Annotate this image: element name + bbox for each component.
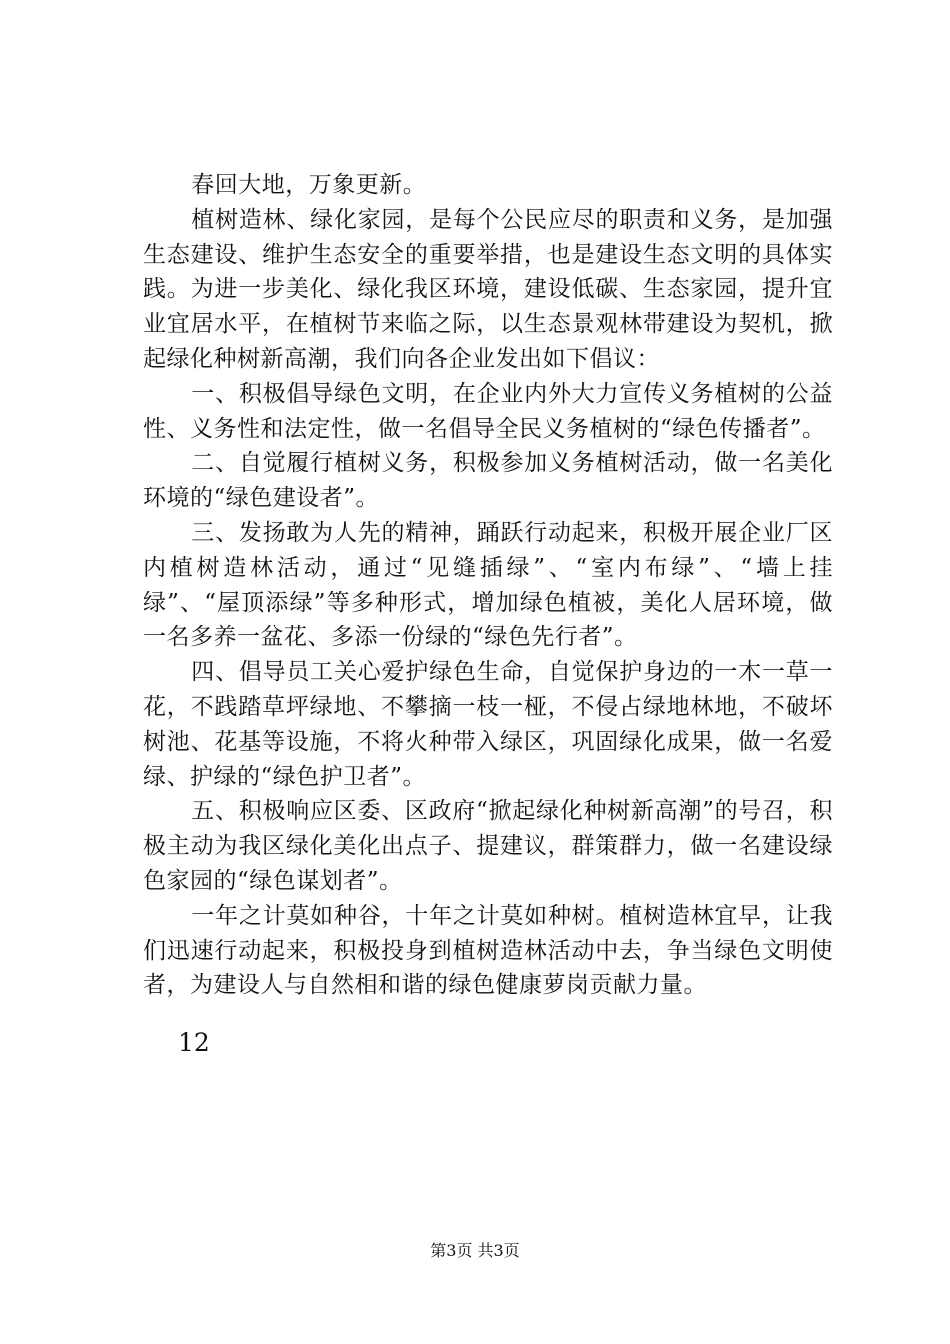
paragraph-5: 三、发扬敢为人先的精神，踊跃行动起来，积极开展企业厂区内植树造林活动，通过“见缝插绿”、“室内布绿”、“墙上挂绿”、“屋顶添绿”等多种形式，增加绿色植被，美化人居环境，做一名多养一盆花、多添一份绿的“绿色先行者”。 [143,519,833,651]
paragraph-1: 春回大地，万象更新。 [191,172,427,198]
trailing-number: 12 [178,1028,210,1057]
page-footer: 第3页 共3页 [430,1241,520,1260]
paragraph-3: 一、积极倡导绿色文明，在企业内外大力宣传义务植树的公益性、义务性和法定性，做一名倡导全民义务植树的“绿色传播者”。 [143,380,833,442]
paragraph-8: 一年之计莫如种谷，十年之计莫如种树。植树造林宜早，让我们迅速行动起来，积极投身到植树造林活动中去，争当绿色文明使者，为建设人与自然相和谐的绿色健康萝岗贡献力量。 [143,902,833,999]
document-body [143,168,833,1003]
paragraph-6: 四、倡导员工关心爱护绿色生命，自觉保护身边的一木一草一花，不践踏草坪绿地、不攀摘一枝一桠，不侵占绿地林地，不破坏树池、花基等设施，不将火种带入绿区，巩固绿化成果，做一名爱绿、护绿的“绿色护卫者”。 [143,659,833,790]
paragraph-7: 五、积极响应区委、区政府“掀起绿化种树新高潮”的号召，积极主动为我区绿化美化出点子、提建议，群策群力，做一名建设绿色家园的“绿色谋划者”。 [143,798,833,894]
paragraph-4: 二、自觉履行植树义务，积极参加义务植树活动，做一名美化环境的“绿色建设者”。 [143,450,833,512]
paragraph-2: 植树造林、绿化家园，是每个公民应尽的职责和义务，是加强生态建设、维护生态安全的重要举措，也是建设生态文明的具体实践。为进一步美化、绿化我区环境，建设低碳、生态家园，提升宜业宜居水平，在植树节来临之际，以生态景观林带建设为契机，掀起绿化种树新高潮，我们向各企业发出如下倡议： [143,206,833,372]
